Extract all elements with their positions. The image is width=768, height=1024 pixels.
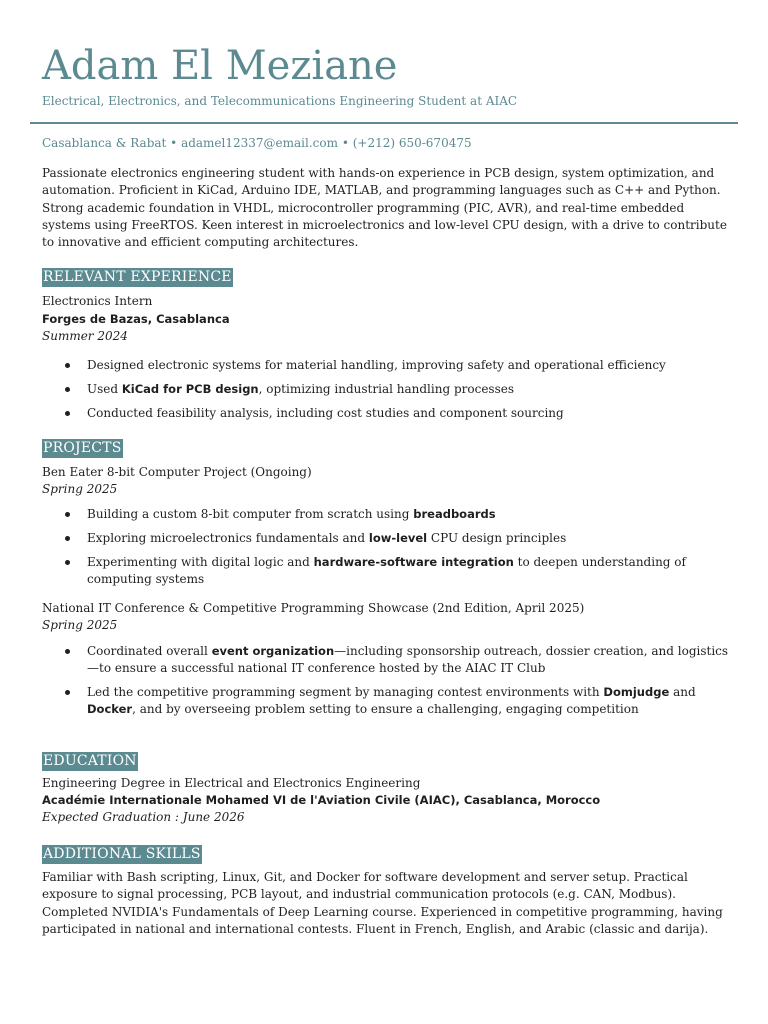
bullet-icon [65,560,70,565]
list-item: Building a custom 8-bit computer from scratch using breadboards [42,506,732,523]
list-item: Used KiCad for PCB design, optimizing industrial handling processes [42,381,732,398]
bullet-icon [65,690,70,695]
list-item: Led the competitive programming segment by managing contest environments with Domjudge and Docker, and by overseeing problem setting to ensure a challenging, engaging competition [42,684,732,719]
bullet-icon [65,363,70,368]
contact-line: Casablanca & Rabat • adamel12337@email.com • (+212) 650-670475 [42,136,472,150]
bullet-icon [65,512,70,517]
bullet-icon [65,536,70,541]
project-title: National IT Conference & Competitive Programming Showcase (2nd Edition, April 2025) [42,601,585,615]
experience-role: Electronics Intern [42,294,153,308]
project-bullets [42,506,732,588]
section-heading-projects: PROJECTS [43,440,122,456]
list-item: Exploring microelectronics fundamentals and low-level CPU design principles [42,530,732,547]
experience-date: Summer 2024 [42,329,128,343]
candidate-subtitle: Electrical, Electronics, and Telecommunications Engineering Student at AIAC [42,94,518,108]
list-item: Experimenting with digital logic and hardware-software integration to deepen understanding of computing systems [42,554,732,589]
list-item: Designed electronic systems for material handling, improving safety and operational efficiency [42,357,732,374]
project-date: Spring 2025 [42,482,118,496]
section-heading-experience: RELEVANT EXPERIENCE [43,269,232,285]
candidate-name: Adam El Meziane [42,43,398,89]
education-date: Expected Graduation : June 2026 [42,810,245,824]
project-bullets [42,643,732,719]
skills-paragraph: Familiar with Bash scripting, Linux, Git, and Docker for software development and server setup. Practical exposure to signal processing, PCB layout, and industrial communication protocols (e.g. CAN, Modbus). Completed NVIDIA's Fundamentals of Deep Learning course. Experienced in competitive programming, having participated in national and international contests. Fluent in French, English, and Arabic (classic and darija). [42,870,723,936]
project-title: Ben Eater 8-bit Computer Project (Ongoing) [42,465,312,479]
header-divider [30,122,738,124]
project-date: Spring 2025 [42,618,118,632]
list-item: Conducted feasibility analysis, including cost studies and component sourcing [42,405,732,422]
experience-company: Forges de Bazas, Casablanca [42,312,230,326]
bullet-icon [65,649,70,654]
bullet-icon [65,387,70,392]
bullet-icon [65,411,70,416]
education-school: Académie Internationale Mohamed VI de l'Aviation Civile (AIAC), Casablanca, Morocco [42,793,601,807]
section-heading-skills: ADDITIONAL SKILLS [43,846,201,862]
summary-paragraph: Passionate electronics engineering student with hands-on experience in PCB design, system optimization, and automation. Proficient in KiCad, Arduino IDE, MATLAB, and programming languages such as C++ and Python. Strong academic foundation in VHDL, microcontroller programming (PIC, AVR), and real-time embedded systems using FreeRTOS. Keen interest in microelectronics and low-level CPU design, with a drive to contribute to innovative and efficient computing architectures. [42,166,727,250]
section-heading-education: EDUCATION [43,753,137,769]
experience-bullets [42,357,732,422]
education-degree: Engineering Degree in Electrical and Electronics Engineering [42,776,421,790]
list-item: Coordinated overall event organization—including sponsorship outreach, dossier creation, and logistics—to ensure a successful national IT conference hosted by the AIAC IT Club [42,643,732,678]
